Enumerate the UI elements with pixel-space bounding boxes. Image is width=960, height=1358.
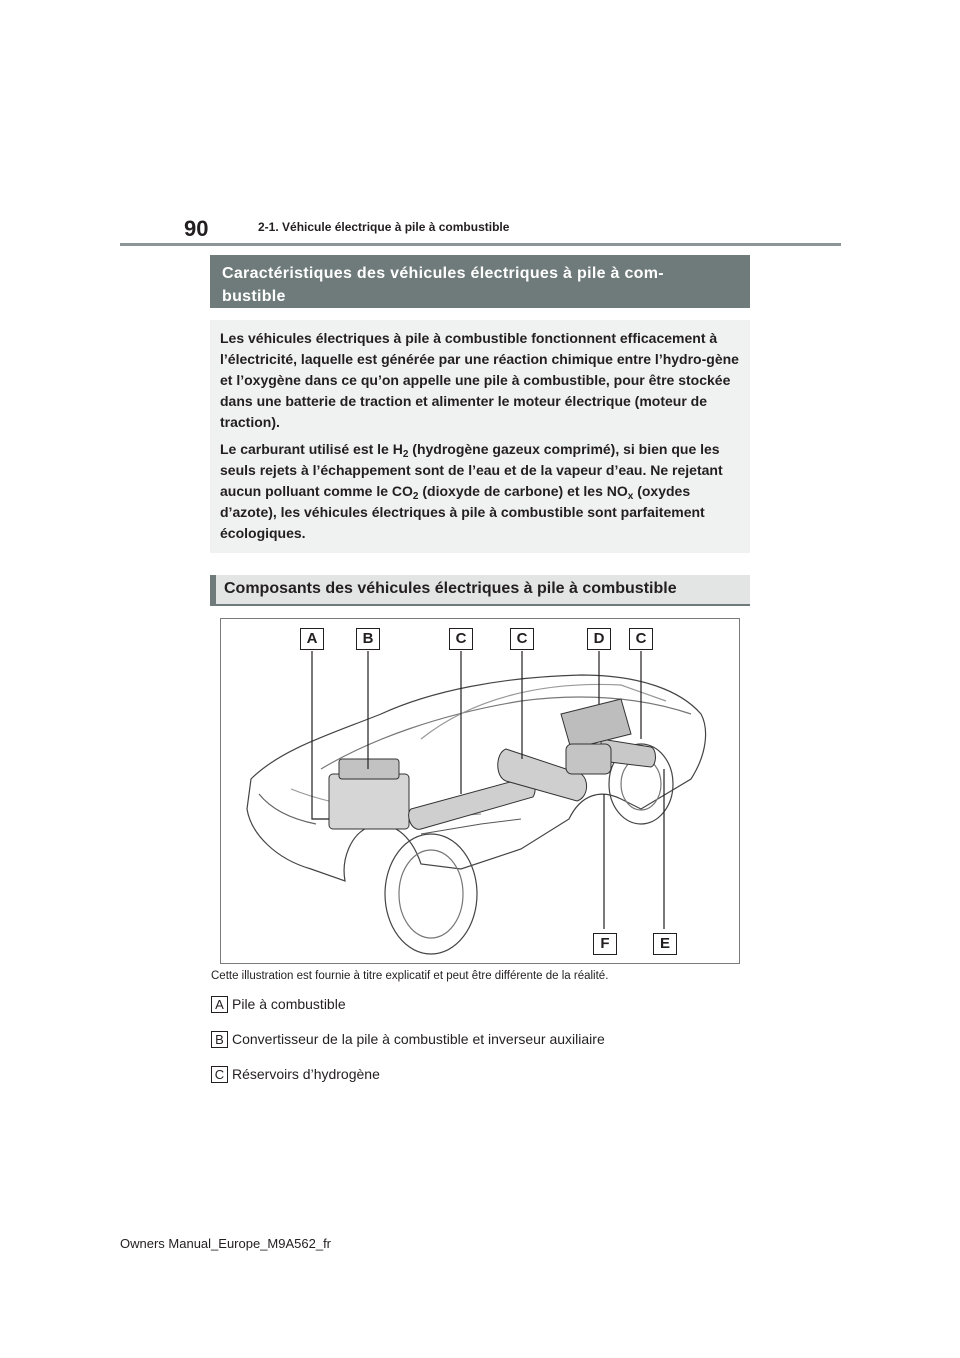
intro-text: (oxydes d’azote), les véhicules électriques à pile à combustible sont parfaitement écologiques. bbox=[220, 483, 705, 541]
intro-paragraph-1: Les véhicules électriques à pile à combustible fonctionnent efficacement à l’électricité, laquelle est générée par une réaction chimique entre l’hydro-gène et l’oxygène dans ce qu’on appelle une pile à combustible, pour être stockée dans une batterie de traction et alimenter le moteur électrique (moteur de traction). bbox=[220, 330, 739, 430]
section-title bbox=[210, 255, 750, 308]
callout-c: C bbox=[449, 628, 473, 650]
page-number: 90 bbox=[184, 216, 209, 241]
callout-b: B bbox=[356, 628, 380, 650]
callout-f: F bbox=[593, 933, 617, 955]
header-divider bbox=[120, 243, 841, 246]
section-title-line-2: bustible bbox=[222, 288, 286, 305]
legend-text: Pile à combustible bbox=[232, 996, 346, 1012]
callout-a: A bbox=[300, 628, 324, 650]
intro-text: (hydrogène gazeux comprimé), si bien que les seuls rejets à l’échappement sont de l’eau et de la vapeur d’eau. Ne rejetant aucun polluant comme le CO bbox=[220, 441, 723, 499]
intro-box bbox=[210, 320, 750, 553]
intro-text: Le carburant utilisé est le H bbox=[220, 441, 403, 457]
figure-caption: Cette illustration est fournie à titre explicatif et peut être différente de la réalité. bbox=[211, 970, 609, 982]
running-header: 2-1. Véhicule électrique à pile à combustible bbox=[258, 220, 510, 234]
callout-e: E bbox=[653, 933, 677, 955]
legend-text: Convertisseur de la pile à combustible et inverseur auxiliaire bbox=[232, 1031, 605, 1047]
subscript: 2 bbox=[402, 449, 409, 460]
callout-c: C bbox=[629, 628, 653, 650]
subscript: x bbox=[627, 491, 634, 502]
components-illustration bbox=[220, 618, 740, 964]
intro-paragraph-2 bbox=[220, 439, 740, 544]
intro-text: (dioxyde de carbone) et les NO bbox=[418, 483, 628, 499]
section-title-line-1: Caractéristiques des véhicules électriques à pile à com- bbox=[222, 265, 664, 282]
legend-letter: A bbox=[211, 996, 228, 1013]
callout-c: C bbox=[510, 628, 534, 650]
legend-letter: C bbox=[211, 1066, 228, 1083]
legend-text: Réservoirs d’hydrogène bbox=[232, 1066, 380, 1082]
legend-letter: B bbox=[211, 1031, 228, 1048]
car-illustration bbox=[221, 619, 739, 963]
subscript: 2 bbox=[412, 491, 419, 502]
footer-doc-id: Owners Manual_Europe_M9A562_fr bbox=[120, 1236, 332, 1251]
subsection-title: Composants des véhicules électriques à pile à combustible bbox=[210, 575, 750, 606]
callout-d: D bbox=[587, 628, 611, 650]
